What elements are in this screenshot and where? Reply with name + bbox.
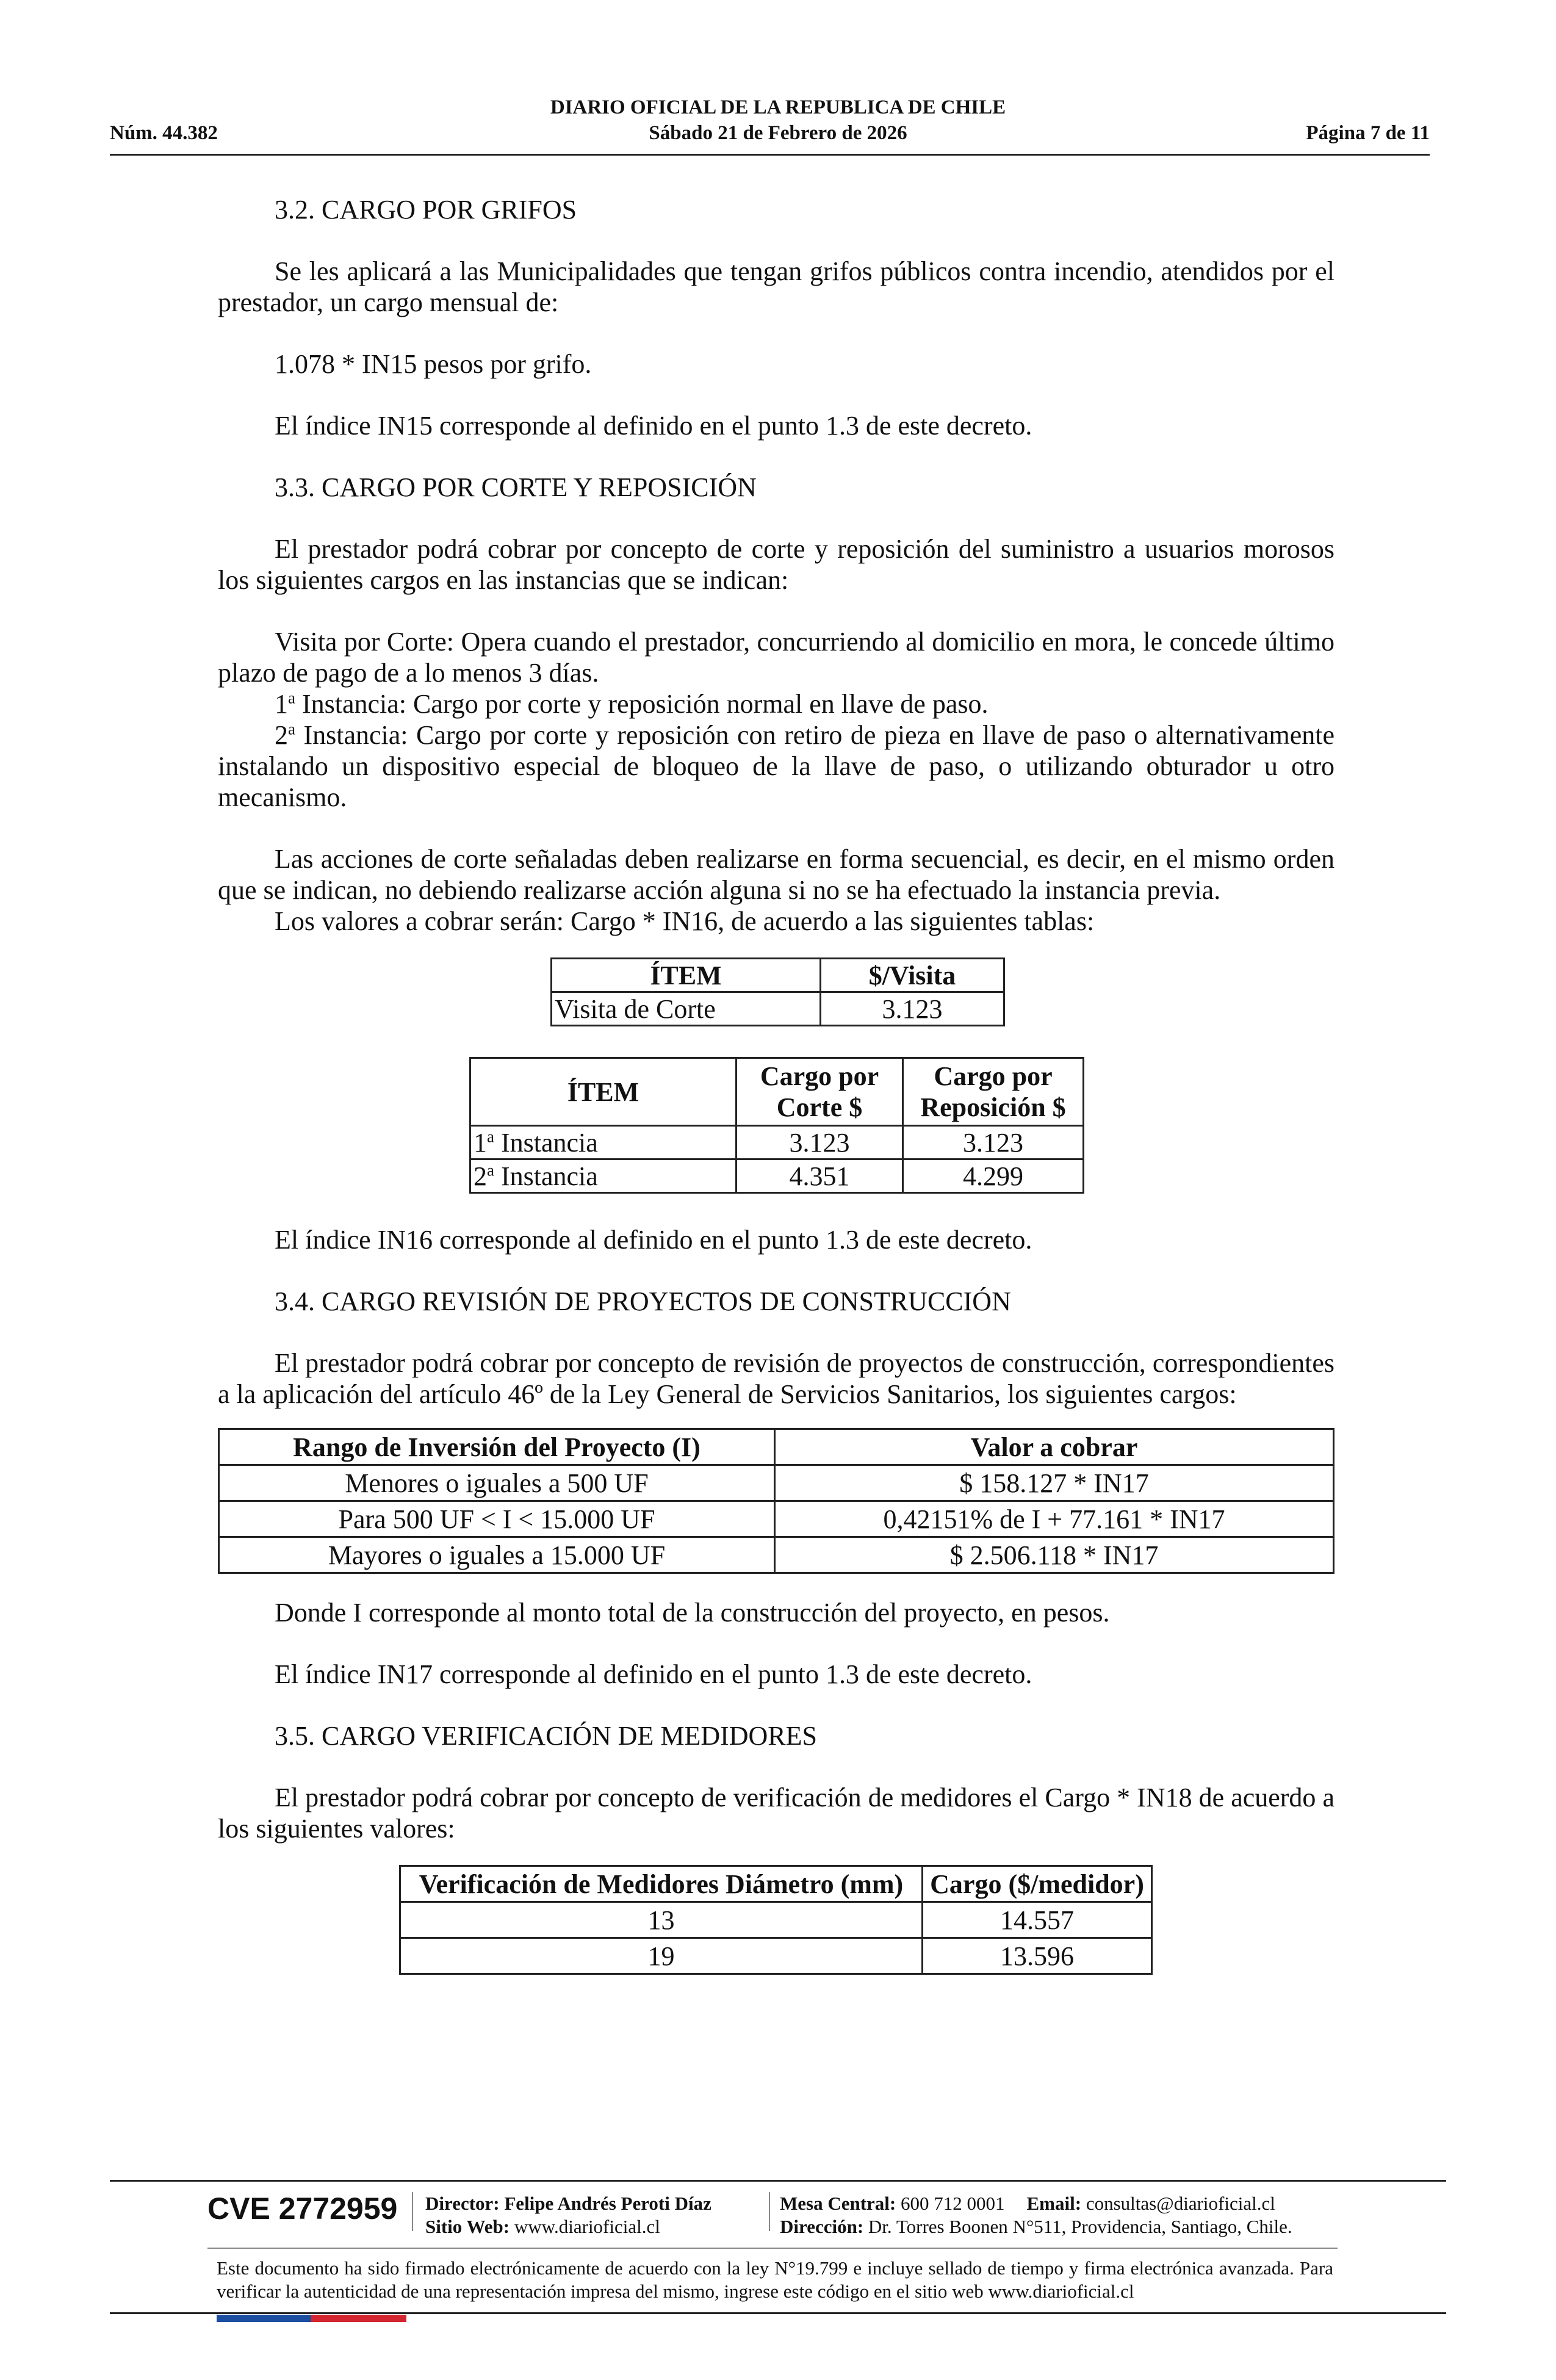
footer-divider-thin xyxy=(207,2248,1338,2249)
cve-code: CVE 2772959 xyxy=(207,2191,398,2226)
section-3-4-paragraph-2: Donde I corresponde al monto total de la construcción del proyecto, en pesos. xyxy=(275,1598,1110,1628)
section-3-5-heading: 3.5. CARGO VERIFICACIÓN DE MEDIDORES xyxy=(275,1721,818,1751)
table-cell: 2$^a$ Instancia xyxy=(470,1159,737,1193)
table-cell: 3.123 xyxy=(737,1126,903,1159)
table-cell: 14.557 xyxy=(923,1902,1152,1938)
header-divider xyxy=(110,154,1430,156)
table-cell: 4.299 xyxy=(903,1159,1084,1193)
section-3-3-heading: 3.3. CARGO POR CORTE Y REPOSICIÓN xyxy=(275,472,757,502)
corte-reposicion-table xyxy=(469,1057,1084,1194)
table-row xyxy=(219,1501,1334,1537)
table-cell: Para 500 UF < I < 15.000 UF xyxy=(219,1501,775,1537)
website-link[interactable]: www.diarioficial.cl xyxy=(514,2216,660,2237)
section-3-5-paragraph: El prestador podrá cobrar por concepto de verificación de medidores el Cargo * IN18 de acuerdo a los siguientes valores: xyxy=(218,1783,1334,1844)
table-cell: 19 xyxy=(400,1938,923,1974)
section-3-4-note: El índice IN17 corresponde al definido en el punto 1.3 de este decreto. xyxy=(275,1659,1032,1689)
flag-blue-segment xyxy=(217,2315,311,2322)
footer-contact-block: Mesa Central: 600 712 0001 Email: consultas@diarioficial.cl Dirección: Dr. Torres Boonen N°511, Providencia, Santiago, Chile. xyxy=(780,2193,1292,2237)
footer-director-block: Director: Felipe Andrés Peroti Díaz Sitio Web: www.diarioficial.cl xyxy=(425,2193,711,2237)
table-header-cell: Cargo por Reposición $ xyxy=(903,1058,1084,1126)
table-row xyxy=(219,1465,1334,1501)
section-3-2-heading: 3.2. CARGO POR GRIFOS xyxy=(275,195,577,225)
section-3-2-formula: 1.078 * IN15 pesos por grifo. xyxy=(275,349,592,379)
table-cell: 4.351 xyxy=(737,1159,903,1193)
footer-bottom-divider xyxy=(110,2312,1446,2314)
valores-paragraph: Los valores a cobrar serán: Cargo * IN16, de acuerdo a las siguientes tablas: xyxy=(275,906,1095,936)
section-3-3-paragraph: El prestador podrá cobrar por concepto de corte y reposición del suministro a usuarios morosos los siguientes cargos en las instancias que se indican: xyxy=(218,534,1334,595)
table-cell: 1$^a$ Instancia xyxy=(470,1126,737,1159)
table-cell: 3.123 xyxy=(903,1126,1084,1159)
newspaper-title: DIARIO OFICIAL DE LA REPUBLICA DE CHILE xyxy=(550,96,1006,118)
footer-divider xyxy=(110,2180,1446,2182)
visita-corte-paragraph: Visita por Corte: Opera cuando el prestador, concurriendo al domicilio en mora, le concede último plazo de pago de a lo menos 3 días. xyxy=(218,627,1334,688)
table-row xyxy=(400,1938,1152,1974)
footer-separator xyxy=(769,2192,770,2231)
table-header-cell: $/Visita xyxy=(821,959,1004,992)
table-row xyxy=(219,1537,1334,1573)
table-header-cell: Rango de Inversión del Proyecto (I) xyxy=(219,1429,775,1465)
issue-number: Núm. 44.382 xyxy=(110,122,218,144)
document-body xyxy=(218,194,1334,1975)
table-header-cell: ÍTEM xyxy=(552,959,821,992)
legal-notice: Este documento ha sido firmado electrónicamente de acuerdo con la ley N°19.799 e incluye sellado de tiempo y firma electrónica avanzada. Para verificar la autenticidad de una representación impresa del mismo, ingrese este código en el sitio web www.diarioficial.cl xyxy=(217,2257,1333,2302)
table-cell: Mayores o iguales a 15.000 UF xyxy=(219,1537,775,1573)
address: Dr. Torres Boonen N°511, Providencia, Santiago, Chile. xyxy=(868,2216,1292,2237)
instancia-1-paragraph: 1$^a$ Instancia: Cargo por corte y reposición normal en llave de paso. xyxy=(275,688,989,719)
table-cell: Menores o iguales a 500 UF xyxy=(219,1465,775,1501)
table-header-row xyxy=(470,1058,1084,1126)
table-row xyxy=(400,1902,1152,1938)
table-row xyxy=(470,1126,1084,1159)
table-header-row xyxy=(400,1866,1152,1902)
table-cell: 3.123 xyxy=(821,992,1004,1026)
instancia-2-paragraph: 2$^a$ Instancia: Cargo por corte y reposición con retiro de pieza en llave de paso o alternativamente instalando un dispositivo especial de bloqueo de la llave de paso, o utilizando obturador u otro mecanismo. xyxy=(218,719,1334,812)
table-cell: $ 2.506.118 * IN17 xyxy=(775,1537,1334,1573)
table-header-cell: Valor a cobrar xyxy=(775,1429,1334,1465)
table-header-cell: Cargo por Corte $ xyxy=(737,1058,903,1126)
page-number: Página 7 de 11 xyxy=(1306,122,1430,144)
section-3-4-paragraph: El prestador podrá cobrar por concepto de revisión de proyectos de construcción, correspondientes a la aplicación del artículo 46º de la Ley General de Servicios Sanitarios, los siguientes cargos: xyxy=(218,1348,1334,1409)
table-header-cell: Verificación de Medidores Diámetro (mm) xyxy=(400,1866,923,1902)
visita-table xyxy=(550,957,1005,1026)
table-cell: $ 158.127 * IN17 xyxy=(775,1465,1334,1501)
issue-date: Sábado 21 de Febrero de 2026 xyxy=(649,122,907,144)
table-header-row xyxy=(552,959,1004,992)
table-cell: 0,42151% de I + 77.161 * IN17 xyxy=(775,1501,1334,1537)
table-cell: 13 xyxy=(400,1902,923,1938)
flag-color-bar xyxy=(217,2315,406,2322)
section-3-4-heading: 3.4. CARGO REVISIÓN DE PROYECTOS DE CONSTRUCCIÓN xyxy=(275,1286,1011,1316)
table-cell: Visita de Corte xyxy=(552,992,821,1026)
section-3-2-note: El índice IN15 corresponde al definido en el punto 1.3 de este decreto. xyxy=(275,411,1032,441)
table-cell: 13.596 xyxy=(923,1938,1152,1974)
secuencial-paragraph: Las acciones de corte señaladas deben realizarse en forma secuencial, es decir, en el mismo orden que se indican, no debiendo realizarse acción alguna si no se ha efectuado la instancia previa. xyxy=(218,844,1334,905)
phone-number: 600 712 0001 xyxy=(901,2193,1005,2214)
table-row xyxy=(552,992,1004,1026)
director-name: Felipe Andrés Peroti Díaz xyxy=(504,2193,711,2214)
medidores-table xyxy=(399,1865,1153,1975)
table-header-row xyxy=(219,1429,1334,1465)
email-link[interactable]: consultas@diarioficial.cl xyxy=(1086,2193,1275,2214)
table-header-cell: ÍTEM xyxy=(470,1058,737,1126)
proyectos-table xyxy=(218,1428,1334,1574)
footer-separator xyxy=(412,2192,413,2231)
section-3-2-paragraph: Se les aplicará a las Municipalidades que tengan grifos públicos contra incendio, atendidos por el prestador, un cargo mensual de: xyxy=(218,256,1334,317)
table-row xyxy=(470,1159,1084,1193)
flag-red-segment xyxy=(311,2315,406,2322)
section-3-3-note: El índice IN16 corresponde al definido en el punto 1.3 de este decreto. xyxy=(275,1225,1032,1255)
table-header-cell: Cargo ($/medidor) xyxy=(923,1866,1152,1902)
